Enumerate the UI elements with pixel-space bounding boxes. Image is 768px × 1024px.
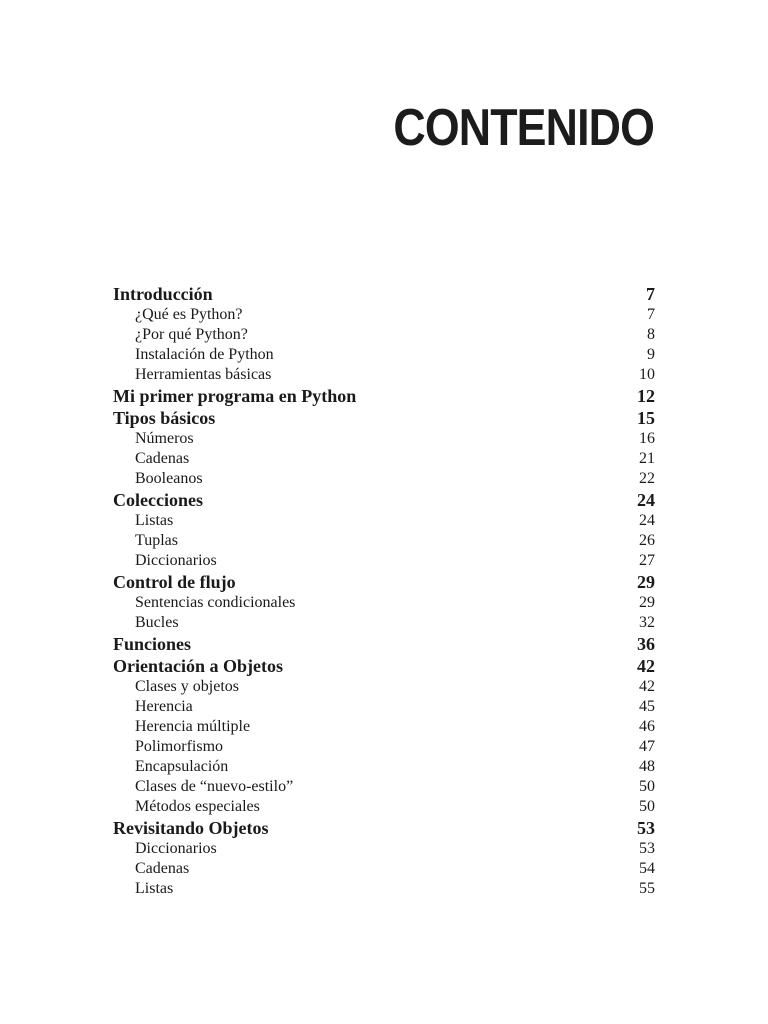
toc-page-number: 50 — [639, 798, 655, 815]
toc-chapter — [113, 817, 655, 839]
toc-section — [113, 531, 655, 551]
toc-page-number: 10 — [639, 366, 655, 383]
toc-section-title: Clases y objetos — [135, 678, 239, 695]
toc-section-title: Herencia múltiple — [135, 718, 251, 735]
toc-chapter — [113, 633, 655, 655]
toc-section-title: Sentencias condicionales — [135, 594, 296, 611]
toc-page-number: 32 — [639, 614, 655, 631]
toc-section — [113, 511, 655, 531]
toc-page-number: 29 — [639, 594, 655, 611]
toc-section-title: Booleanos — [135, 470, 203, 487]
toc-section-title: Listas — [135, 512, 174, 529]
toc-section-title: Números — [135, 430, 194, 447]
toc-page-number: 50 — [639, 778, 655, 795]
toc-section-title: Métodos especiales — [135, 798, 260, 815]
toc-page-number: 53 — [639, 840, 655, 857]
toc-chapter-title: Mi primer programa en Python — [113, 386, 357, 406]
toc-chapter — [113, 385, 655, 407]
toc-section — [113, 677, 655, 697]
toc-section — [113, 551, 655, 571]
toc-section — [113, 345, 655, 365]
toc-page-number: 24 — [639, 512, 655, 529]
toc-section-title: Instalación de Python — [135, 346, 274, 363]
toc-section-title: Diccionarios — [135, 552, 217, 569]
toc-page-number: 27 — [639, 552, 655, 569]
toc-page-number: 8 — [647, 326, 655, 343]
toc-section-title: Clases de “nuevo-estilo” — [135, 778, 294, 795]
toc-page-number: 46 — [639, 718, 655, 735]
toc-chapter — [113, 407, 655, 429]
toc-page-number: 12 — [637, 386, 655, 406]
toc-chapter-title: Introducción — [113, 284, 213, 304]
toc-page-number: 29 — [637, 572, 655, 592]
toc-chapter — [113, 655, 655, 677]
toc-section — [113, 879, 655, 899]
toc-page-number: 47 — [639, 738, 655, 755]
toc-page-number: 7 — [646, 284, 655, 304]
toc-section — [113, 305, 655, 325]
toc-page-number: 36 — [637, 634, 655, 654]
toc-section-title: Cadenas — [135, 860, 190, 877]
toc-page-number: 24 — [637, 490, 655, 510]
page-title: CONTENIDO — [393, 99, 654, 157]
toc-section — [113, 839, 655, 859]
toc-section — [113, 757, 655, 777]
toc-section — [113, 613, 655, 633]
toc-section — [113, 469, 655, 489]
toc-section-title: Herramientas básicas — [135, 366, 272, 383]
toc-section-title: Tuplas — [135, 532, 178, 549]
toc-page-number: 7 — [647, 306, 655, 323]
toc-chapter — [113, 571, 655, 593]
toc-section — [113, 429, 655, 449]
toc-page-number: 54 — [639, 860, 655, 877]
toc-chapter-title: Revisitando Objetos — [113, 818, 269, 838]
toc-section-title: Polimorfismo — [135, 738, 224, 755]
toc-chapter-title: Funciones — [113, 634, 192, 654]
toc-page-number: 55 — [639, 880, 655, 897]
toc-section — [113, 777, 655, 797]
toc-section — [113, 859, 655, 879]
table-of-contents — [113, 283, 655, 899]
toc-page-number: 42 — [637, 656, 655, 676]
toc-section — [113, 797, 655, 817]
toc-chapter — [113, 283, 655, 305]
toc-section — [113, 737, 655, 757]
toc-section-title: Listas — [135, 880, 174, 897]
toc-section-title: ¿Por qué Python? — [135, 326, 248, 343]
toc-page-number: 21 — [639, 450, 655, 467]
toc-chapter-title: Control de flujo — [113, 572, 236, 592]
toc-page-number: 53 — [637, 818, 655, 838]
toc-section-title: Diccionarios — [135, 840, 217, 857]
toc-page-number: 16 — [639, 430, 655, 447]
toc-section — [113, 697, 655, 717]
toc-page-number: 48 — [639, 758, 655, 775]
toc-section-title: ¿Qué es Python? — [135, 306, 243, 323]
toc-page-number: 15 — [637, 408, 655, 428]
toc-chapter — [113, 489, 655, 511]
toc-section — [113, 717, 655, 737]
toc-section — [113, 449, 655, 469]
toc-page-number: 42 — [639, 678, 655, 695]
toc-chapter-title: Tipos básicos — [113, 408, 216, 428]
toc-section — [113, 593, 655, 613]
toc-section-title: Herencia — [135, 698, 193, 715]
toc-page-number: 22 — [639, 470, 655, 487]
toc-section — [113, 365, 655, 385]
toc-chapter-title: Colecciones — [113, 490, 203, 510]
toc-section-title: Encapsulación — [135, 758, 229, 775]
toc-chapter-title: Orientación a Objetos — [113, 656, 283, 676]
toc-page-number: 45 — [639, 698, 655, 715]
toc-section — [113, 325, 655, 345]
toc-section-title: Bucles — [135, 614, 179, 631]
toc-section-title: Cadenas — [135, 450, 190, 467]
toc-page-number: 9 — [647, 346, 655, 363]
toc-page-number: 26 — [639, 532, 655, 549]
